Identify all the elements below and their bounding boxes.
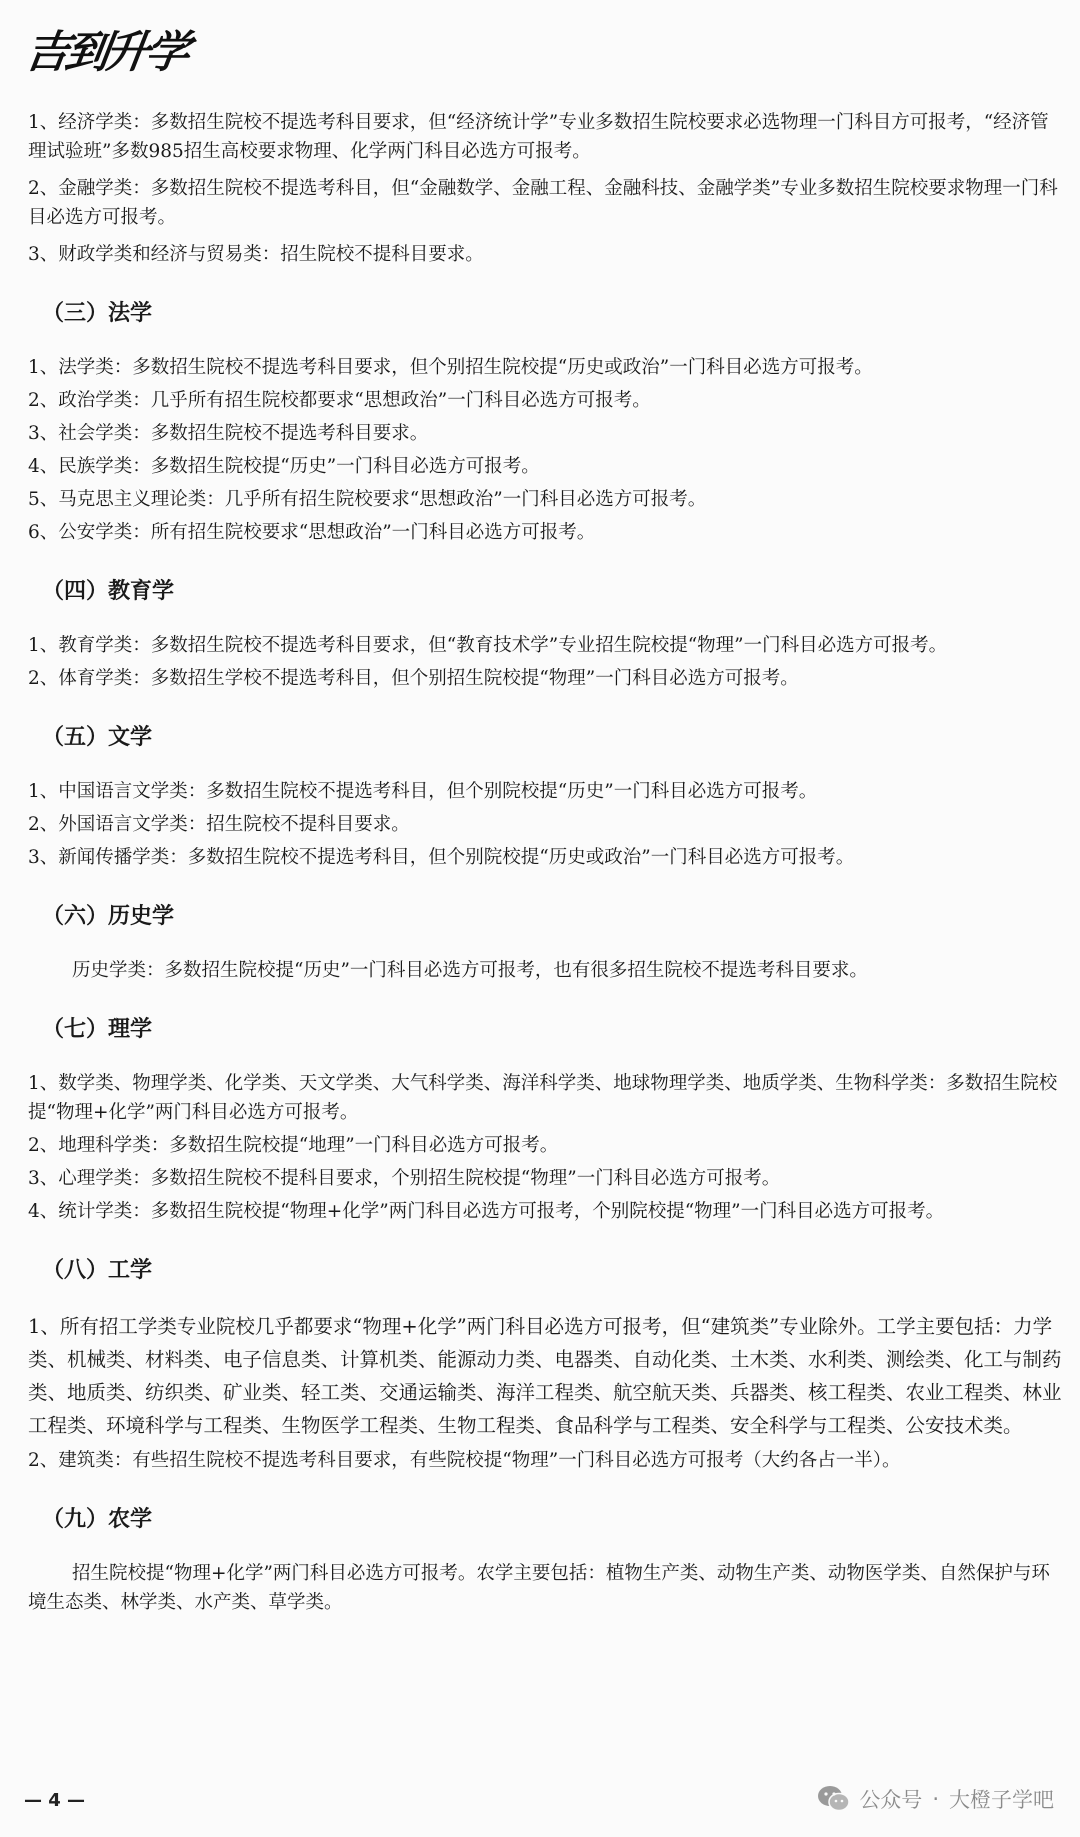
paragraph: 1、数学类、物理学类、化学类、天文学类、大气科学类、海洋科学类、地球物理学类、地质学类、生物科学类：多数招生院校提“物理+化学”两门科目必选方可报考。: [28, 1073, 1058, 1123]
paragraph: 3、社会学类：多数招生院校不提选考科目要求。: [28, 423, 429, 444]
paragraph: 2、地理科学类：多数招生院校提“地理”一门科目必选方可报考。: [28, 1135, 559, 1156]
section-history: [28, 902, 1063, 985]
section-education: [28, 577, 1063, 693]
page-number: — 4 —: [24, 1790, 86, 1811]
section-engineering: [28, 1256, 1063, 1475]
section-law: [28, 299, 1063, 547]
watermark-account-type: 公众号: [859, 1788, 923, 1812]
section-heading: （四）教育学: [42, 579, 175, 604]
section-heading: （六）历史学: [42, 904, 175, 929]
paragraph: 1、所有招工学类专业院校几乎都要求“物理+化学”两门科目必选方可报考，但“建筑类”专业除外。工学主要包括：力学类、机械类、材料类、电子信息类、计算机类、能源动力类、电器类、自动化类、土木类、水利类、测绘类、化工与制药类、地质类、纺织类、矿业类、轻工类、交通运输类、海洋工程类、航空航天类、兵器类、核工程类、农业工程类、林业工程类、环境科学与工程类、生物医学工程类、生物工程类、食品科学与工程类、安全科学与工程类、公安技术类。: [28, 1315, 1062, 1437]
section-literature: [28, 723, 1063, 872]
paragraph: 6、公安学类：所有招生院校要求“思想政治”一门科目必选方可报考。: [28, 522, 596, 543]
paragraph: 2、外国语言文学类：招生院校不提科目要求。: [28, 814, 410, 835]
section-agriculture: [28, 1505, 1063, 1617]
section-heading: （五）文学: [42, 725, 153, 750]
paragraph: 招生院校提“物理+化学”两门科目必选方可报考。农学主要包括：植物生产类、动物生产类、动物医学类、自然保护与环境生态类、林学类、水产类、草学类。: [28, 1563, 1050, 1613]
paragraph: 5、马克思主义理论类：几乎所有招生院校要求“思想政治”一门科目必选方可报考。: [28, 489, 707, 510]
logo: 吉到升学: [21, 27, 189, 78]
paragraph: 3、新闻传播学类：多数招生院校不提选考科目，但个别院校提“历史或政治”一门科目必选方可报考。: [28, 847, 855, 868]
watermark-separator: ·: [932, 1787, 939, 1811]
section-heading: （八）工学: [42, 1258, 153, 1283]
document-body: [28, 108, 1063, 1621]
section-science: [28, 1015, 1063, 1226]
paragraph: 4、统计学类：多数招生院校提“物理+化学”两门科目必选方可报考，个别院校提“物理”一门科目必选方可报考。: [28, 1201, 945, 1222]
section-economics: [28, 108, 1063, 269]
watermark-account-name: 大橙子学吧: [949, 1788, 1054, 1812]
section-heading: （九）农学: [42, 1507, 153, 1532]
paragraph: 1、中国语言文学类：多数招生院校不提选考科目，但个别院校提“历史”一门科目必选方可报考。: [28, 781, 818, 802]
paragraph: 4、民族学类：多数招生院校提“历史”一门科目必选方可报考。: [28, 456, 540, 477]
paragraph: 1、法学类：多数招生院校不提选考科目要求，但个别招生院校提“历史或政治”一门科目必选方可报考。: [28, 357, 873, 378]
paragraph: 1、教育学类：多数招生院校不提选考科目要求，但“教育技术学”专业招生院校提“物理”一门科目必选方可报考。: [28, 635, 948, 656]
section-heading: （七）理学: [42, 1017, 153, 1042]
paragraph: 2、政治学类：几乎所有招生院校都要求“思想政治”一门科目必选方可报考。: [28, 390, 651, 411]
paragraph: 2、金融学类：多数招生院校不提选考科目，但“金融数学、金融工程、金融科技、金融学类”专业多数招生院校要求物理一门科目必选方可报考。: [28, 178, 1058, 228]
paragraph: 1、经济学类：多数招生院校不提选考科目要求，但“经济统计学”专业多数招生院校要求必选物理一门科目方可报考，“经济管理试验班”多数985招生高校要求物理、化学两门科目必选方可报考。: [28, 112, 1049, 162]
paragraph: 历史学类：多数招生院校提“历史”一门科目必选方可报考，也有很多招生院校不提选考科目要求。: [72, 960, 868, 981]
wechat-watermark: [817, 1784, 1054, 1814]
paragraph: 3、财政学类和经济与贸易类：招生院校不提科目要求。: [28, 244, 484, 265]
wechat-icon: [817, 1784, 851, 1814]
paragraph: 2、建筑类：有些招生院校不提选考科目要求，有些院校提“物理”一门科目必选方可报考（大约各占一半）。: [28, 1450, 901, 1471]
section-heading: （三）法学: [42, 301, 153, 326]
paragraph: 2、体育学类：多数招生学校不提选考科目，但个别招生院校提“物理”一门科目必选方可报考。: [28, 668, 799, 689]
paragraph: 3、心理学类：多数招生院校不提科目要求，个别招生院校提“物理”一门科目必选方可报考。: [28, 1168, 781, 1189]
